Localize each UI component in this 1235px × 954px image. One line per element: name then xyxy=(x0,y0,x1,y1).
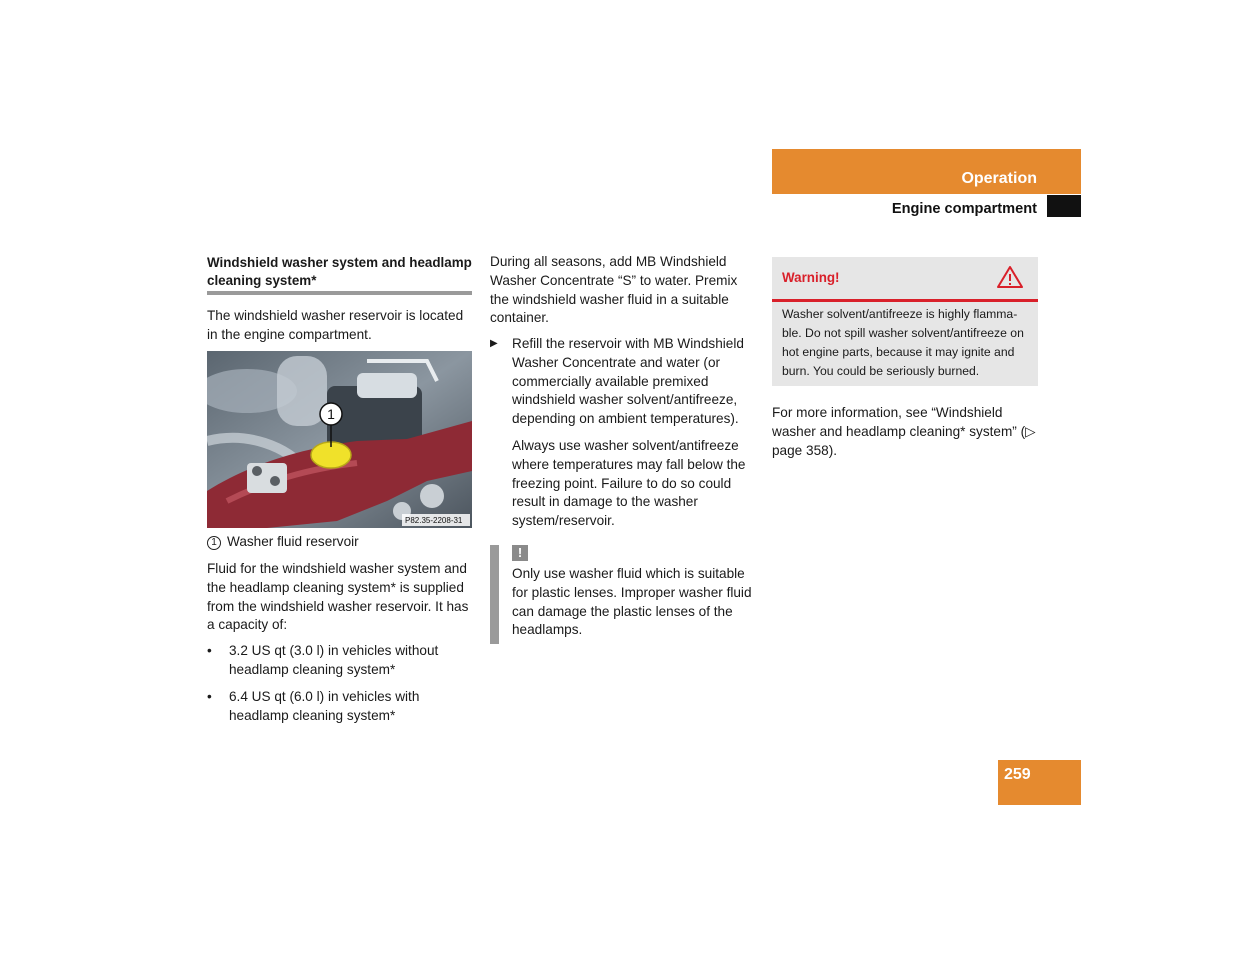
thumb-tab-marker xyxy=(1047,195,1081,217)
step-text: Refill the reservoir with MB Windshield Washer Concentrate and water (or commercially available premixed windshield washer solvent/antifreeze, depending on ambient temperatures). xyxy=(512,336,744,427)
warning-title: Warning! xyxy=(782,270,840,285)
bullet-dot: • xyxy=(207,689,212,704)
engine-compartment-photo xyxy=(207,351,472,528)
heading-rule xyxy=(207,291,472,295)
bullet-text: 3.2 US qt (3.0 l) in vehicles without headlamp cleaning system* xyxy=(229,643,439,677)
intro-paragraph: The windshield washer reservoir is located in the engine compartment. xyxy=(207,308,464,342)
notice-icon: ! xyxy=(512,545,528,561)
subsection-title: Engine compartment xyxy=(891,201,1037,217)
page-number: 259 xyxy=(1004,766,1031,783)
list-item xyxy=(207,688,475,726)
capacity-paragraph: Fluid for the windshield washer system and the headlamp cleaning system* is supplied from the windshield washer reservoir. It has a capacity of: xyxy=(207,561,469,633)
step-note: Always use washer solvent/antifreeze where temperatures may fall below the freezing point. Failure to do so could result in damage to the washer system/reservoir. xyxy=(512,438,746,529)
caption-text: Washer fluid reservoir xyxy=(227,534,359,549)
seasons-paragraph: During all seasons, add MB Windshield Washer Concentrate “S” to water. Premix the windshield washer fluid in a suitable container. xyxy=(490,254,738,326)
caption-number: 1 xyxy=(207,536,221,550)
bullet-text: 6.4 US qt (6.0 l) in vehicles with headlamp cleaning system* xyxy=(229,689,420,723)
more-info-paragraph: For more information, see “Windshield washer and headlamp cleaning* system” (▷ page 358). xyxy=(772,405,1036,458)
notice-bar xyxy=(490,545,499,644)
figure-image-code: P82.35-2208-31 xyxy=(405,516,463,525)
figure-callout-1: 1 xyxy=(327,406,335,422)
warning-text: Washer solvent/antifreeze is highly flamma-ble. Do not spill washer solvent/antifreeze on hot engine parts, because it may ignite and burn. You could be seriously burned. xyxy=(782,307,1024,378)
list-item xyxy=(207,642,475,680)
section-title: Operation xyxy=(961,170,1037,187)
section-heading: Windshield washer system and headlamp cleaning system* xyxy=(207,255,472,288)
instruction-step xyxy=(490,335,758,429)
figure-caption xyxy=(207,533,475,552)
bullet-dot: • xyxy=(207,643,212,658)
step-arrow-icon: ▶ xyxy=(490,338,498,349)
notice-text: Only use washer fluid which is suitable for plastic lenses. Improper washer fluid can damage the plastic lenses of the headlamps. xyxy=(512,566,752,638)
warning-triangle-icon xyxy=(996,265,1024,295)
